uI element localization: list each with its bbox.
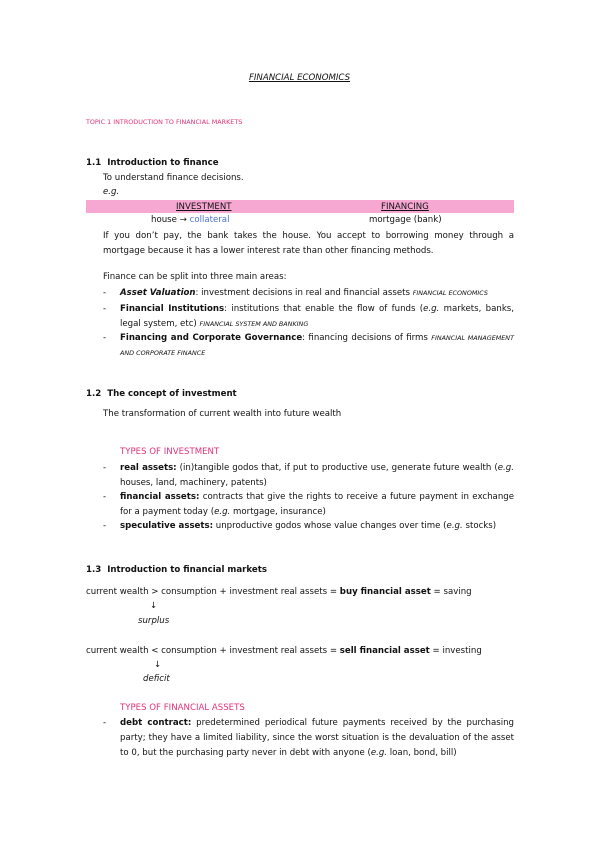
collateral-text: collateral <box>189 215 230 225</box>
bullet-dash: - <box>103 463 107 473</box>
equation-key: sell financial asset <box>339 646 430 656</box>
type-term: speculative assets: <box>120 521 214 531</box>
type-financial-assets <box>120 490 514 520</box>
down-arrow-icon: ↓ <box>150 601 158 611</box>
section-number: 1.2 <box>86 389 102 399</box>
eg-label: e.g. <box>446 521 463 531</box>
eg-label: e.g. <box>423 304 440 314</box>
bullet-dash: - <box>103 304 107 314</box>
col-financing: FINANCING <box>381 202 429 212</box>
area-tag: FINANCIAL ECONOMICS <box>412 289 488 297</box>
document-title: FINANCIAL ECONOMICS <box>248 73 351 83</box>
eg-label: e.g. <box>497 463 514 473</box>
bullet-dash: - <box>103 492 107 502</box>
debt-term: debt contract: <box>120 718 192 728</box>
section-number: 1.3 <box>86 565 102 575</box>
types-financial-assets-heading: TYPES OF FINANCIAL ASSETS <box>120 703 245 713</box>
down-arrow-icon: ↓ <box>154 660 162 670</box>
area-term: Asset Valuation <box>120 288 196 298</box>
house-text: house <box>151 215 177 225</box>
area-tag: FINANCIAL SYSTEM AND BANKING <box>199 320 309 328</box>
section-title: The concept of investment <box>107 389 237 399</box>
equation-saving <box>86 587 472 598</box>
equation-text: current wealth < consumption + investment real assets = <box>86 646 340 656</box>
debt-contract-item <box>120 716 514 761</box>
equation-investing <box>86 646 482 657</box>
debt-text: predetermined periodical future payments received by the purchasing party; they have a limited liability, since the worst situation is the devaluation of the asset to 0, but the purchasing party never in debt with anyone ( <box>120 718 514 758</box>
area-financial-institutions <box>120 302 514 332</box>
type-text: (in)tangible godos that, if put to productive use, generate future wealth ( <box>176 463 498 473</box>
type-text: stocks) <box>462 521 497 531</box>
intro-line: To understand finance decisions. <box>103 173 244 183</box>
bullet-dash: - <box>103 718 107 728</box>
deficit-label: deficit <box>143 674 170 684</box>
equation-text: = investing <box>429 646 482 656</box>
area-term: Financial Institutions <box>120 304 225 314</box>
type-text: houses, land, machinery, patents) <box>120 478 267 488</box>
eg-label: e.g. <box>214 507 231 517</box>
bullet-dash: - <box>103 521 107 531</box>
topic-heading: TOPIC 1 INTRODUCTION TO FINANCIAL MARKETS <box>86 118 243 126</box>
mortgage-paragraph: If you don’t pay, the bank takes the house. You accept to borrowing money through a mortgage because it has a lower interest rate than other financing methods. <box>103 231 514 256</box>
types-investment-heading: TYPES OF INVESTMENT <box>120 447 220 457</box>
type-term: real assets: <box>120 463 177 473</box>
equation-text: = saving <box>430 587 472 597</box>
right-arrow-icon: → <box>179 215 187 225</box>
surplus-label: surplus <box>138 616 170 626</box>
type-speculative-assets <box>120 519 514 534</box>
equation-key: buy financial asset <box>339 587 431 597</box>
area-text: : investment decisions in real and financial assets <box>195 288 413 298</box>
investment-cell <box>151 215 229 226</box>
type-text: unproductive godos whose value changes over time ( <box>213 521 447 531</box>
type-text: mortgage, insurance) <box>230 507 326 517</box>
section-title: Introduction to finance <box>107 158 219 168</box>
financing-cell: mortgage (bank) <box>369 215 442 225</box>
area-asset-valuation <box>120 286 514 301</box>
eg-label: e.g. <box>103 187 120 197</box>
area-financing-governance <box>120 331 514 361</box>
type-text: contracts that give the rights to receive a future payment in exchange for a payment today ( <box>120 492 515 517</box>
section-1-3-heading <box>86 565 267 576</box>
section-1-1-heading <box>86 158 219 169</box>
area-text: : institutions that enable the flow of funds ( <box>224 304 424 314</box>
section-title: Introduction to financial markets <box>107 565 267 575</box>
equation-text: current wealth > consumption + investment real assets = <box>86 587 340 597</box>
col-investment: INVESTMENT <box>176 202 232 212</box>
table-header-band <box>86 200 514 213</box>
debt-text: loan, bond, bill) <box>387 748 457 758</box>
area-text: : financing decisions of firms <box>302 333 432 343</box>
split-intro: Finance can be split into three main areas: <box>103 272 287 282</box>
section-number: 1.1 <box>86 158 102 168</box>
area-tag: FINANCIAL MANAGEMENT AND CORPORATE FINANCE <box>120 334 514 357</box>
bullet-dash: - <box>103 333 107 343</box>
bullet-dash: - <box>103 288 107 298</box>
type-real-assets <box>120 461 514 491</box>
area-term: Financing and Corporate Governance <box>120 333 303 343</box>
eg-label: e.g. <box>370 748 388 758</box>
investment-definition: The transformation of current wealth into future wealth <box>103 409 342 419</box>
type-term: financial assets: <box>120 492 200 502</box>
area-text: markets, banks, legal system, etc) <box>120 304 515 329</box>
section-1-2-heading <box>86 389 237 400</box>
